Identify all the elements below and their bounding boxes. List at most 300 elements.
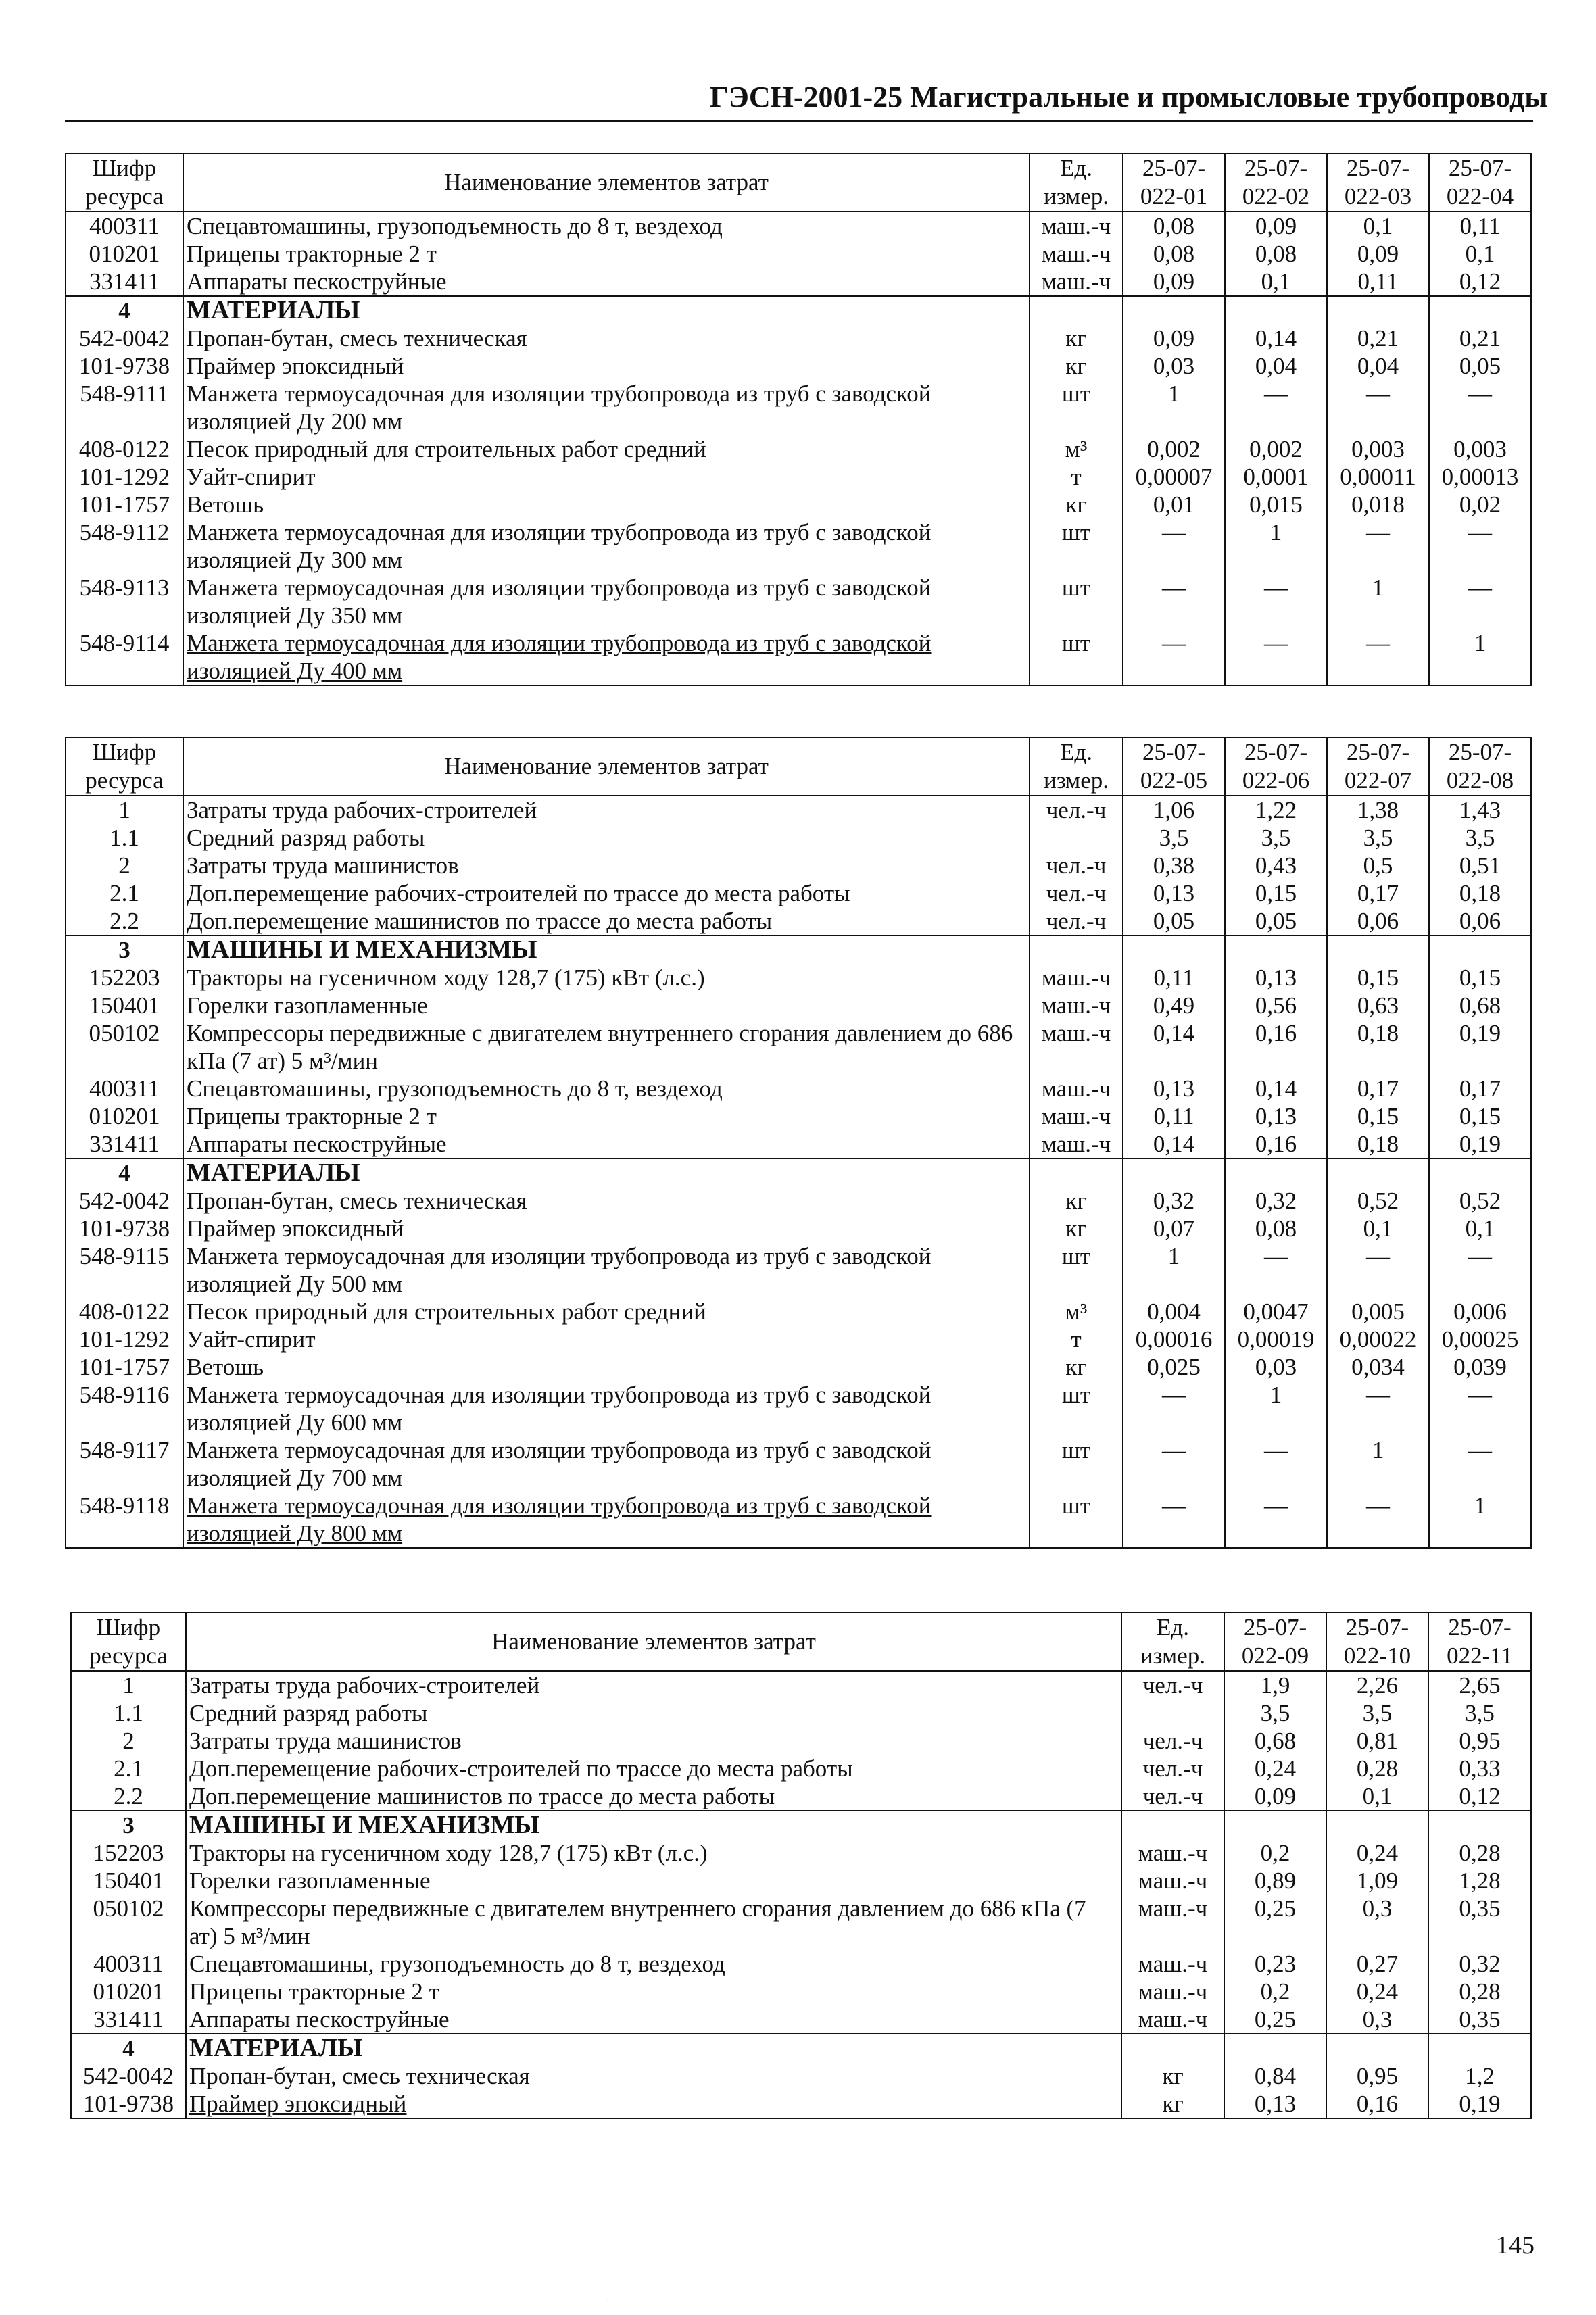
resource-code: 548-9118 xyxy=(66,1492,183,1548)
norm-value: 1,43 xyxy=(1429,796,1531,824)
table-row xyxy=(66,240,1531,268)
header-unit: Ед. измер. xyxy=(1030,153,1123,212)
norm-value: 0,13 xyxy=(1224,2090,1326,2118)
norm-value: 0,004 xyxy=(1123,1298,1225,1325)
cost-element-name: Ветошь xyxy=(183,1353,1030,1381)
unit-of-measure: чел.-ч xyxy=(1121,1755,1224,1782)
norm-value: — xyxy=(1429,1436,1531,1492)
norm-value: 0,1 xyxy=(1429,240,1531,268)
norm-value: 0,03 xyxy=(1225,1353,1327,1381)
norm-value: — xyxy=(1429,518,1531,574)
cost-element-name: МАТЕРИАЛЫ xyxy=(186,2034,1121,2062)
norm-value: 0,52 xyxy=(1429,1187,1531,1215)
header-norm-code: 25-07-022-05 xyxy=(1123,737,1225,796)
unit-of-measure: маш.-ч xyxy=(1121,1950,1224,1978)
norm-value: 0,06 xyxy=(1429,907,1531,935)
norm-value: 0,002 xyxy=(1123,435,1225,463)
cost-element-name: Аппараты пескоструйные xyxy=(186,2005,1121,2034)
resource-code: 400311 xyxy=(71,1950,186,1978)
resource-code: 1 xyxy=(71,1671,186,1699)
cost-element-name: МАШИНЫ И МЕХАНИЗМЫ xyxy=(186,1811,1121,1839)
norm-value: 0,1 xyxy=(1327,1215,1429,1242)
page-number: 145 xyxy=(1496,2231,1534,2260)
norm-value: 3,5 xyxy=(1224,1699,1326,1727)
norm-value: — xyxy=(1225,1436,1327,1492)
norm-value: 0,025 xyxy=(1123,1353,1225,1381)
norm-value: — xyxy=(1327,518,1429,574)
norm-value: 1,09 xyxy=(1326,1867,1428,1895)
table-row xyxy=(66,1187,1531,1215)
norm-value: 0,49 xyxy=(1123,992,1225,1019)
unit-of-measure: маш.-ч xyxy=(1121,1839,1224,1867)
norm-value: 0,13 xyxy=(1225,964,1327,992)
norm-value: 0,039 xyxy=(1429,1353,1531,1381)
norm-value: — xyxy=(1225,1242,1327,1298)
cost-element-name: Горелки газопламенные xyxy=(186,1867,1121,1895)
section-row xyxy=(71,2034,1531,2062)
norm-value: 0,05 xyxy=(1123,907,1225,935)
unit-of-measure: маш.-ч xyxy=(1030,964,1123,992)
norm-value: 1 xyxy=(1429,1492,1531,1548)
unit-of-measure xyxy=(1030,1159,1123,1187)
table-header-row xyxy=(66,153,1531,212)
norm-value xyxy=(1123,935,1225,964)
norm-value xyxy=(1225,296,1327,324)
norm-value: 0,018 xyxy=(1327,491,1429,518)
norm-value: 0,18 xyxy=(1327,1019,1429,1075)
resource-code: 050102 xyxy=(71,1895,186,1950)
resource-code: 101-1757 xyxy=(66,491,183,518)
table-row xyxy=(66,1298,1531,1325)
cost-element-name: Пропан-бутан, смесь техническая xyxy=(183,1187,1030,1215)
unit-of-measure xyxy=(1121,1811,1224,1839)
norm-value xyxy=(1428,1811,1531,1839)
norm-value: 3,5 xyxy=(1327,824,1429,852)
norm-value: 0,14 xyxy=(1225,324,1327,352)
page-header-title: ГЭСН-2001-25 Магистральные и промысловые трубопроводы xyxy=(710,80,1548,114)
cost-element-name: Уайт-спирит xyxy=(183,463,1030,491)
unit-of-measure: чел.-ч xyxy=(1030,852,1123,879)
norm-value: 3,5 xyxy=(1429,824,1531,852)
unit-of-measure: шт xyxy=(1030,574,1123,629)
cost-element-name: Спецавтомашины, грузоподъемность до 8 т, вездеход xyxy=(183,212,1030,240)
norm-value xyxy=(1327,296,1429,324)
unit-of-measure: кг xyxy=(1030,324,1123,352)
table-row xyxy=(71,1978,1531,2005)
cost-element-name: Аппараты пескоструйные xyxy=(183,1130,1030,1159)
norm-value: 0,00019 xyxy=(1225,1325,1327,1353)
norm-value: 0,24 xyxy=(1326,1978,1428,2005)
norm-value: 0,08 xyxy=(1123,212,1225,240)
cost-element-name: Манжета термоусадочная для изоляции трубопровода из труб с заводской изоляцией Ду 600 мм xyxy=(183,1381,1030,1436)
resource-code: 331411 xyxy=(71,2005,186,2034)
table-header-row xyxy=(66,737,1531,796)
cost-element-name: Праймер эпоксидный xyxy=(183,352,1030,380)
norm-value: 0,14 xyxy=(1225,1075,1327,1102)
norm-value: 0,034 xyxy=(1327,1353,1429,1381)
norm-value: 0,04 xyxy=(1327,352,1429,380)
norm-value xyxy=(1326,2034,1428,2062)
table-row xyxy=(66,992,1531,1019)
table-row xyxy=(66,824,1531,852)
resource-code: 101-1292 xyxy=(66,1325,183,1353)
header-unit: Ед. измер. xyxy=(1030,737,1123,796)
header-norm-code: 25-07-022-03 xyxy=(1327,153,1429,212)
unit-of-measure: маш.-ч xyxy=(1121,1978,1224,2005)
table-row xyxy=(66,212,1531,240)
norm-value xyxy=(1123,296,1225,324)
unit-of-measure: т xyxy=(1030,1325,1123,1353)
norm-value: 0,03 xyxy=(1123,352,1225,380)
header-norm-code: 25-07-022-06 xyxy=(1225,737,1327,796)
table-row xyxy=(71,1755,1531,1782)
resource-code: 548-9115 xyxy=(66,1242,183,1298)
resource-table-2 xyxy=(65,737,1532,1549)
cost-element-name: Доп.перемещение машинистов по трассе до места работы xyxy=(183,907,1030,935)
norm-value: 0,68 xyxy=(1224,1727,1326,1755)
resource-code: 548-9113 xyxy=(66,574,183,629)
norm-value: 0,63 xyxy=(1327,992,1429,1019)
norm-value: — xyxy=(1123,1492,1225,1548)
norm-value xyxy=(1123,1159,1225,1187)
norm-value: 0,18 xyxy=(1429,879,1531,907)
resource-code: 400311 xyxy=(66,1075,183,1102)
table-row xyxy=(66,629,1531,685)
unit-of-measure: чел.-ч xyxy=(1121,1782,1224,1811)
norm-value: 0,5 xyxy=(1327,852,1429,879)
table-row xyxy=(66,352,1531,380)
resource-code: 548-9111 xyxy=(66,380,183,435)
header-unit: Ед. измер. xyxy=(1121,1613,1224,1671)
unit-of-measure xyxy=(1030,296,1123,324)
table-row xyxy=(66,1019,1531,1075)
norm-value: 0,84 xyxy=(1224,2062,1326,2090)
cost-element-name: Уайт-спирит xyxy=(183,1325,1030,1353)
header-norm-code: 25-07-022-10 xyxy=(1326,1613,1428,1671)
header-norm-code: 25-07-022-09 xyxy=(1224,1613,1326,1671)
norm-value: 3,5 xyxy=(1123,824,1225,852)
resource-code: 2.2 xyxy=(66,907,183,935)
cost-element-name: Манжета термоусадочная для изоляции трубопровода из труб с заводской изоляцией Ду 500 мм xyxy=(183,1242,1030,1298)
table-row xyxy=(66,1102,1531,1130)
cost-element-name: Спецавтомашины, грузоподъемность до 8 т, вездеход xyxy=(183,1075,1030,1102)
norm-value: 0,11 xyxy=(1123,964,1225,992)
norm-value: 0,0001 xyxy=(1225,463,1327,491)
header-resource-code: Шифр ресурса xyxy=(66,153,183,212)
unit-of-measure: маш.-ч xyxy=(1030,1102,1123,1130)
header-resource-code: Шифр ресурса xyxy=(66,737,183,796)
norm-value: 1 xyxy=(1123,380,1225,435)
resource-code: 2.1 xyxy=(66,879,183,907)
table-row xyxy=(71,1782,1531,1811)
unit-of-measure: чел.-ч xyxy=(1121,1727,1224,1755)
norm-value: — xyxy=(1123,518,1225,574)
cost-element-name: МАТЕРИАЛЫ xyxy=(183,1159,1030,1187)
table-row xyxy=(71,1950,1531,1978)
norm-value: 0,95 xyxy=(1326,2062,1428,2090)
norm-value: 0,05 xyxy=(1225,907,1327,935)
table-row xyxy=(66,268,1531,296)
resource-code: 400311 xyxy=(66,212,183,240)
unit-of-measure: кг xyxy=(1030,491,1123,518)
norm-value: 0,15 xyxy=(1327,964,1429,992)
norm-value: 0,15 xyxy=(1225,879,1327,907)
cost-element-name: Песок природный для строительных работ средний xyxy=(183,435,1030,463)
cost-element-name: Праймер эпоксидный xyxy=(183,1215,1030,1242)
header-norm-code: 25-07-022-04 xyxy=(1429,153,1531,212)
cost-element-name: Средний разряд работы xyxy=(183,824,1030,852)
norm-value: 0,16 xyxy=(1326,2090,1428,2118)
norm-value: 0,13 xyxy=(1123,879,1225,907)
norm-value xyxy=(1327,1159,1429,1187)
unit-of-measure: кг xyxy=(1121,2062,1224,2090)
norm-value: 0,05 xyxy=(1429,352,1531,380)
table-row xyxy=(66,1130,1531,1159)
cost-element-name: Прицепы тракторные 2 т xyxy=(183,240,1030,268)
header-resource-code: Шифр ресурса xyxy=(71,1613,186,1671)
norm-value: 0,43 xyxy=(1225,852,1327,879)
norm-value: — xyxy=(1327,380,1429,435)
norm-value: 0,11 xyxy=(1429,212,1531,240)
table-row xyxy=(71,1895,1531,1950)
cost-element-name: Горелки газопламенные xyxy=(183,992,1030,1019)
resource-code: 101-1757 xyxy=(66,1353,183,1381)
norm-value: 0,11 xyxy=(1123,1102,1225,1130)
norm-value: 0,00013 xyxy=(1429,463,1531,491)
norm-value: 0,3 xyxy=(1326,2005,1428,2034)
norm-value: 0,19 xyxy=(1429,1019,1531,1075)
cost-element-name: Компрессоры передвижные с двигателем внутреннего сгорания давлением до 686 кПа (7 ат) 5 м³/мин xyxy=(183,1019,1030,1075)
norm-value: 2,26 xyxy=(1326,1671,1428,1699)
resource-code: 101-9738 xyxy=(66,352,183,380)
norm-value: 3,5 xyxy=(1428,1699,1531,1727)
cost-element-name: Манжета термоусадочная для изоляции трубопровода из труб с заводской изоляцией Ду 400 мм xyxy=(183,629,1030,685)
cost-element-name: Доп.перемещение машинистов по трассе до места работы xyxy=(186,1782,1121,1811)
unit-of-measure: кг xyxy=(1121,2090,1224,2118)
norm-value: 0,3 xyxy=(1326,1895,1428,1950)
norm-value: 0,0047 xyxy=(1225,1298,1327,1325)
unit-of-measure: маш.-ч xyxy=(1030,1075,1123,1102)
section-row xyxy=(71,1811,1531,1839)
norm-value: 0,00011 xyxy=(1327,463,1429,491)
table-row xyxy=(71,2090,1531,2118)
table-row xyxy=(66,879,1531,907)
cost-element-name: Доп.перемещение рабочих-строителей по трассе до места работы xyxy=(186,1755,1121,1782)
cost-element-name: Манжета термоусадочная для изоляции трубопровода из труб с заводской изоляцией Ду 300 мм xyxy=(183,518,1030,574)
norm-value: — xyxy=(1327,629,1429,685)
cost-element-name: Затраты труда рабочих-строителей xyxy=(186,1671,1121,1699)
norm-value: 3,5 xyxy=(1225,824,1327,852)
unit-of-measure: шт xyxy=(1030,518,1123,574)
norm-value: 0,09 xyxy=(1327,240,1429,268)
norm-value: 0,1 xyxy=(1326,1782,1428,1811)
norm-value xyxy=(1429,1159,1531,1187)
resource-code: 331411 xyxy=(66,268,183,296)
unit-of-measure: чел.-ч xyxy=(1030,879,1123,907)
norm-value: 0,21 xyxy=(1429,324,1531,352)
norm-value: 0,00025 xyxy=(1429,1325,1531,1353)
resource-code: 408-0122 xyxy=(66,435,183,463)
norm-value: 0,35 xyxy=(1428,1895,1531,1950)
table-row xyxy=(66,435,1531,463)
unit-of-measure xyxy=(1030,935,1123,964)
norm-value xyxy=(1429,296,1531,324)
unit-of-measure: кг xyxy=(1030,1187,1123,1215)
unit-of-measure: чел.-ч xyxy=(1030,907,1123,935)
resource-code: 408-0122 xyxy=(66,1298,183,1325)
resource-code: 152203 xyxy=(71,1839,186,1867)
table-row xyxy=(66,518,1531,574)
norm-value: — xyxy=(1225,1492,1327,1548)
norm-value: 0,2 xyxy=(1224,1839,1326,1867)
resource-table-1 xyxy=(65,153,1532,686)
norm-value xyxy=(1224,1811,1326,1839)
resource-code: 101-1292 xyxy=(66,463,183,491)
table-row xyxy=(71,1839,1531,1867)
norm-value: 0,00016 xyxy=(1123,1325,1225,1353)
norm-value: 0,17 xyxy=(1327,1075,1429,1102)
norm-value: 0,002 xyxy=(1225,435,1327,463)
table-row xyxy=(71,1671,1531,1699)
header-cost-element-name: Наименование элементов затрат xyxy=(186,1613,1121,1671)
unit-of-measure: маш.-ч xyxy=(1030,212,1123,240)
header-norm-code: 25-07-022-07 xyxy=(1327,737,1429,796)
norm-value: 0,16 xyxy=(1225,1130,1327,1159)
resource-table-3 xyxy=(70,1612,1532,2119)
unit-of-measure xyxy=(1030,824,1123,852)
norm-value xyxy=(1225,1159,1327,1187)
cost-element-name: Ветошь xyxy=(183,491,1030,518)
table-row xyxy=(71,1727,1531,1755)
header-norm-code: 25-07-022-08 xyxy=(1429,737,1531,796)
norm-value: 0,56 xyxy=(1225,992,1327,1019)
cost-element-name: Пропан-бутан, смесь техническая xyxy=(186,2062,1121,2090)
table-row xyxy=(66,324,1531,352)
norm-value: 1 xyxy=(1429,629,1531,685)
norm-value: 0,95 xyxy=(1428,1727,1531,1755)
cost-element-name: Спецавтомашины, грузоподъемность до 8 т, вездеход xyxy=(186,1950,1121,1978)
unit-of-measure: шт xyxy=(1030,629,1123,685)
unit-of-measure: маш.-ч xyxy=(1121,1867,1224,1895)
norm-value: 0,02 xyxy=(1429,491,1531,518)
table-row xyxy=(66,1436,1531,1492)
cost-element-name: Средний разряд работы xyxy=(186,1699,1121,1727)
norm-value: — xyxy=(1123,629,1225,685)
unit-of-measure: шт xyxy=(1030,1436,1123,1492)
table-row xyxy=(66,1215,1531,1242)
norm-value: — xyxy=(1429,574,1531,629)
cost-element-name: Тракторы на гусеничном ходу 128,7 (175) кВт (л.с.) xyxy=(186,1839,1121,1867)
norm-value: 0,09 xyxy=(1225,212,1327,240)
unit-of-measure: маш.-ч xyxy=(1030,268,1123,296)
norm-value: 1 xyxy=(1225,518,1327,574)
norm-value: 0,1 xyxy=(1327,212,1429,240)
norm-value: 0,15 xyxy=(1429,964,1531,992)
norm-value xyxy=(1225,935,1327,964)
header-norm-code: 25-07-022-11 xyxy=(1428,1613,1531,1671)
table-row xyxy=(66,1381,1531,1436)
norm-value: 1,2 xyxy=(1428,2062,1531,2090)
unit-of-measure: маш.-ч xyxy=(1030,1019,1123,1075)
norm-value: 0,21 xyxy=(1327,324,1429,352)
table-row xyxy=(66,574,1531,629)
norm-value: 0,07 xyxy=(1123,1215,1225,1242)
norm-value: 0,32 xyxy=(1123,1187,1225,1215)
norm-value xyxy=(1429,935,1531,964)
cost-element-name: Манжета термоусадочная для изоляции трубопровода из труб с заводской изоляцией Ду 200 мм xyxy=(183,380,1030,435)
norm-value: 0,25 xyxy=(1224,1895,1326,1950)
table-row xyxy=(66,907,1531,935)
unit-of-measure: кг xyxy=(1030,352,1123,380)
header-rule xyxy=(65,120,1533,122)
resource-code: 548-9117 xyxy=(66,1436,183,1492)
table-row xyxy=(66,852,1531,879)
norm-value: 0,89 xyxy=(1224,1867,1326,1895)
cost-element-name: МАШИНЫ И МЕХАНИЗМЫ xyxy=(183,935,1030,964)
unit-of-measure: чел.-ч xyxy=(1121,1671,1224,1699)
resource-code: 2 xyxy=(71,1727,186,1755)
unit-of-measure: чел.-ч xyxy=(1030,796,1123,824)
resource-code: 548-9112 xyxy=(66,518,183,574)
norm-value: — xyxy=(1429,1381,1531,1436)
header-norm-code: 25-07-022-01 xyxy=(1123,153,1225,212)
norm-value: 0,006 xyxy=(1429,1298,1531,1325)
cost-element-name: Праймер эпоксидный xyxy=(186,2090,1121,2118)
unit-of-measure xyxy=(1121,2034,1224,2062)
norm-value: 0,13 xyxy=(1123,1075,1225,1102)
norm-value: 0,00007 xyxy=(1123,463,1225,491)
norm-value: 0,08 xyxy=(1225,240,1327,268)
norm-value: — xyxy=(1429,1242,1531,1298)
norm-value: 0,09 xyxy=(1224,1782,1326,1811)
table-row xyxy=(66,796,1531,824)
norm-value: 1,9 xyxy=(1224,1671,1326,1699)
norm-value: 0,003 xyxy=(1327,435,1429,463)
resource-code: 542-0042 xyxy=(71,2062,186,2090)
norm-value: 0,01 xyxy=(1123,491,1225,518)
resource-code: 1.1 xyxy=(71,1699,186,1727)
norm-value: 0,08 xyxy=(1123,240,1225,268)
table-row xyxy=(66,1325,1531,1353)
norm-value: 3,5 xyxy=(1326,1699,1428,1727)
unit-of-measure: кг xyxy=(1030,1215,1123,1242)
section-row xyxy=(66,1159,1531,1187)
table-row xyxy=(71,1699,1531,1727)
resource-code: 2.1 xyxy=(71,1755,186,1782)
norm-value: 0,23 xyxy=(1224,1950,1326,1978)
norm-value: 0,00022 xyxy=(1327,1325,1429,1353)
norm-value: 0,09 xyxy=(1123,324,1225,352)
resource-code: 548-9116 xyxy=(66,1381,183,1436)
norm-value: 0,19 xyxy=(1429,1130,1531,1159)
table-row xyxy=(66,1075,1531,1102)
cost-element-name: МАТЕРИАЛЫ xyxy=(183,296,1030,324)
cost-element-name: Пропан-бутан, смесь техническая xyxy=(183,324,1030,352)
unit-of-measure: маш.-ч xyxy=(1121,2005,1224,2034)
unit-of-measure: м³ xyxy=(1030,435,1123,463)
cost-element-name: Манжета термоусадочная для изоляции трубопровода из труб с заводской изоляцией Ду 350 мм xyxy=(183,574,1030,629)
cost-element-name: Манжета термоусадочная для изоляции трубопровода из труб с заводской изоляцией Ду 700 мм xyxy=(183,1436,1030,1492)
norm-value: 1,38 xyxy=(1327,796,1429,824)
unit-of-measure: м³ xyxy=(1030,1298,1123,1325)
norm-value: 0,15 xyxy=(1327,1102,1429,1130)
norm-value: 0,18 xyxy=(1327,1130,1429,1159)
norm-value: 0,003 xyxy=(1429,435,1531,463)
norm-value: — xyxy=(1327,1242,1429,1298)
cost-element-name: Тракторы на гусеничном ходу 128,7 (175) кВт (л.с.) xyxy=(183,964,1030,992)
norm-value: 0,27 xyxy=(1326,1950,1428,1978)
norm-value: — xyxy=(1225,380,1327,435)
